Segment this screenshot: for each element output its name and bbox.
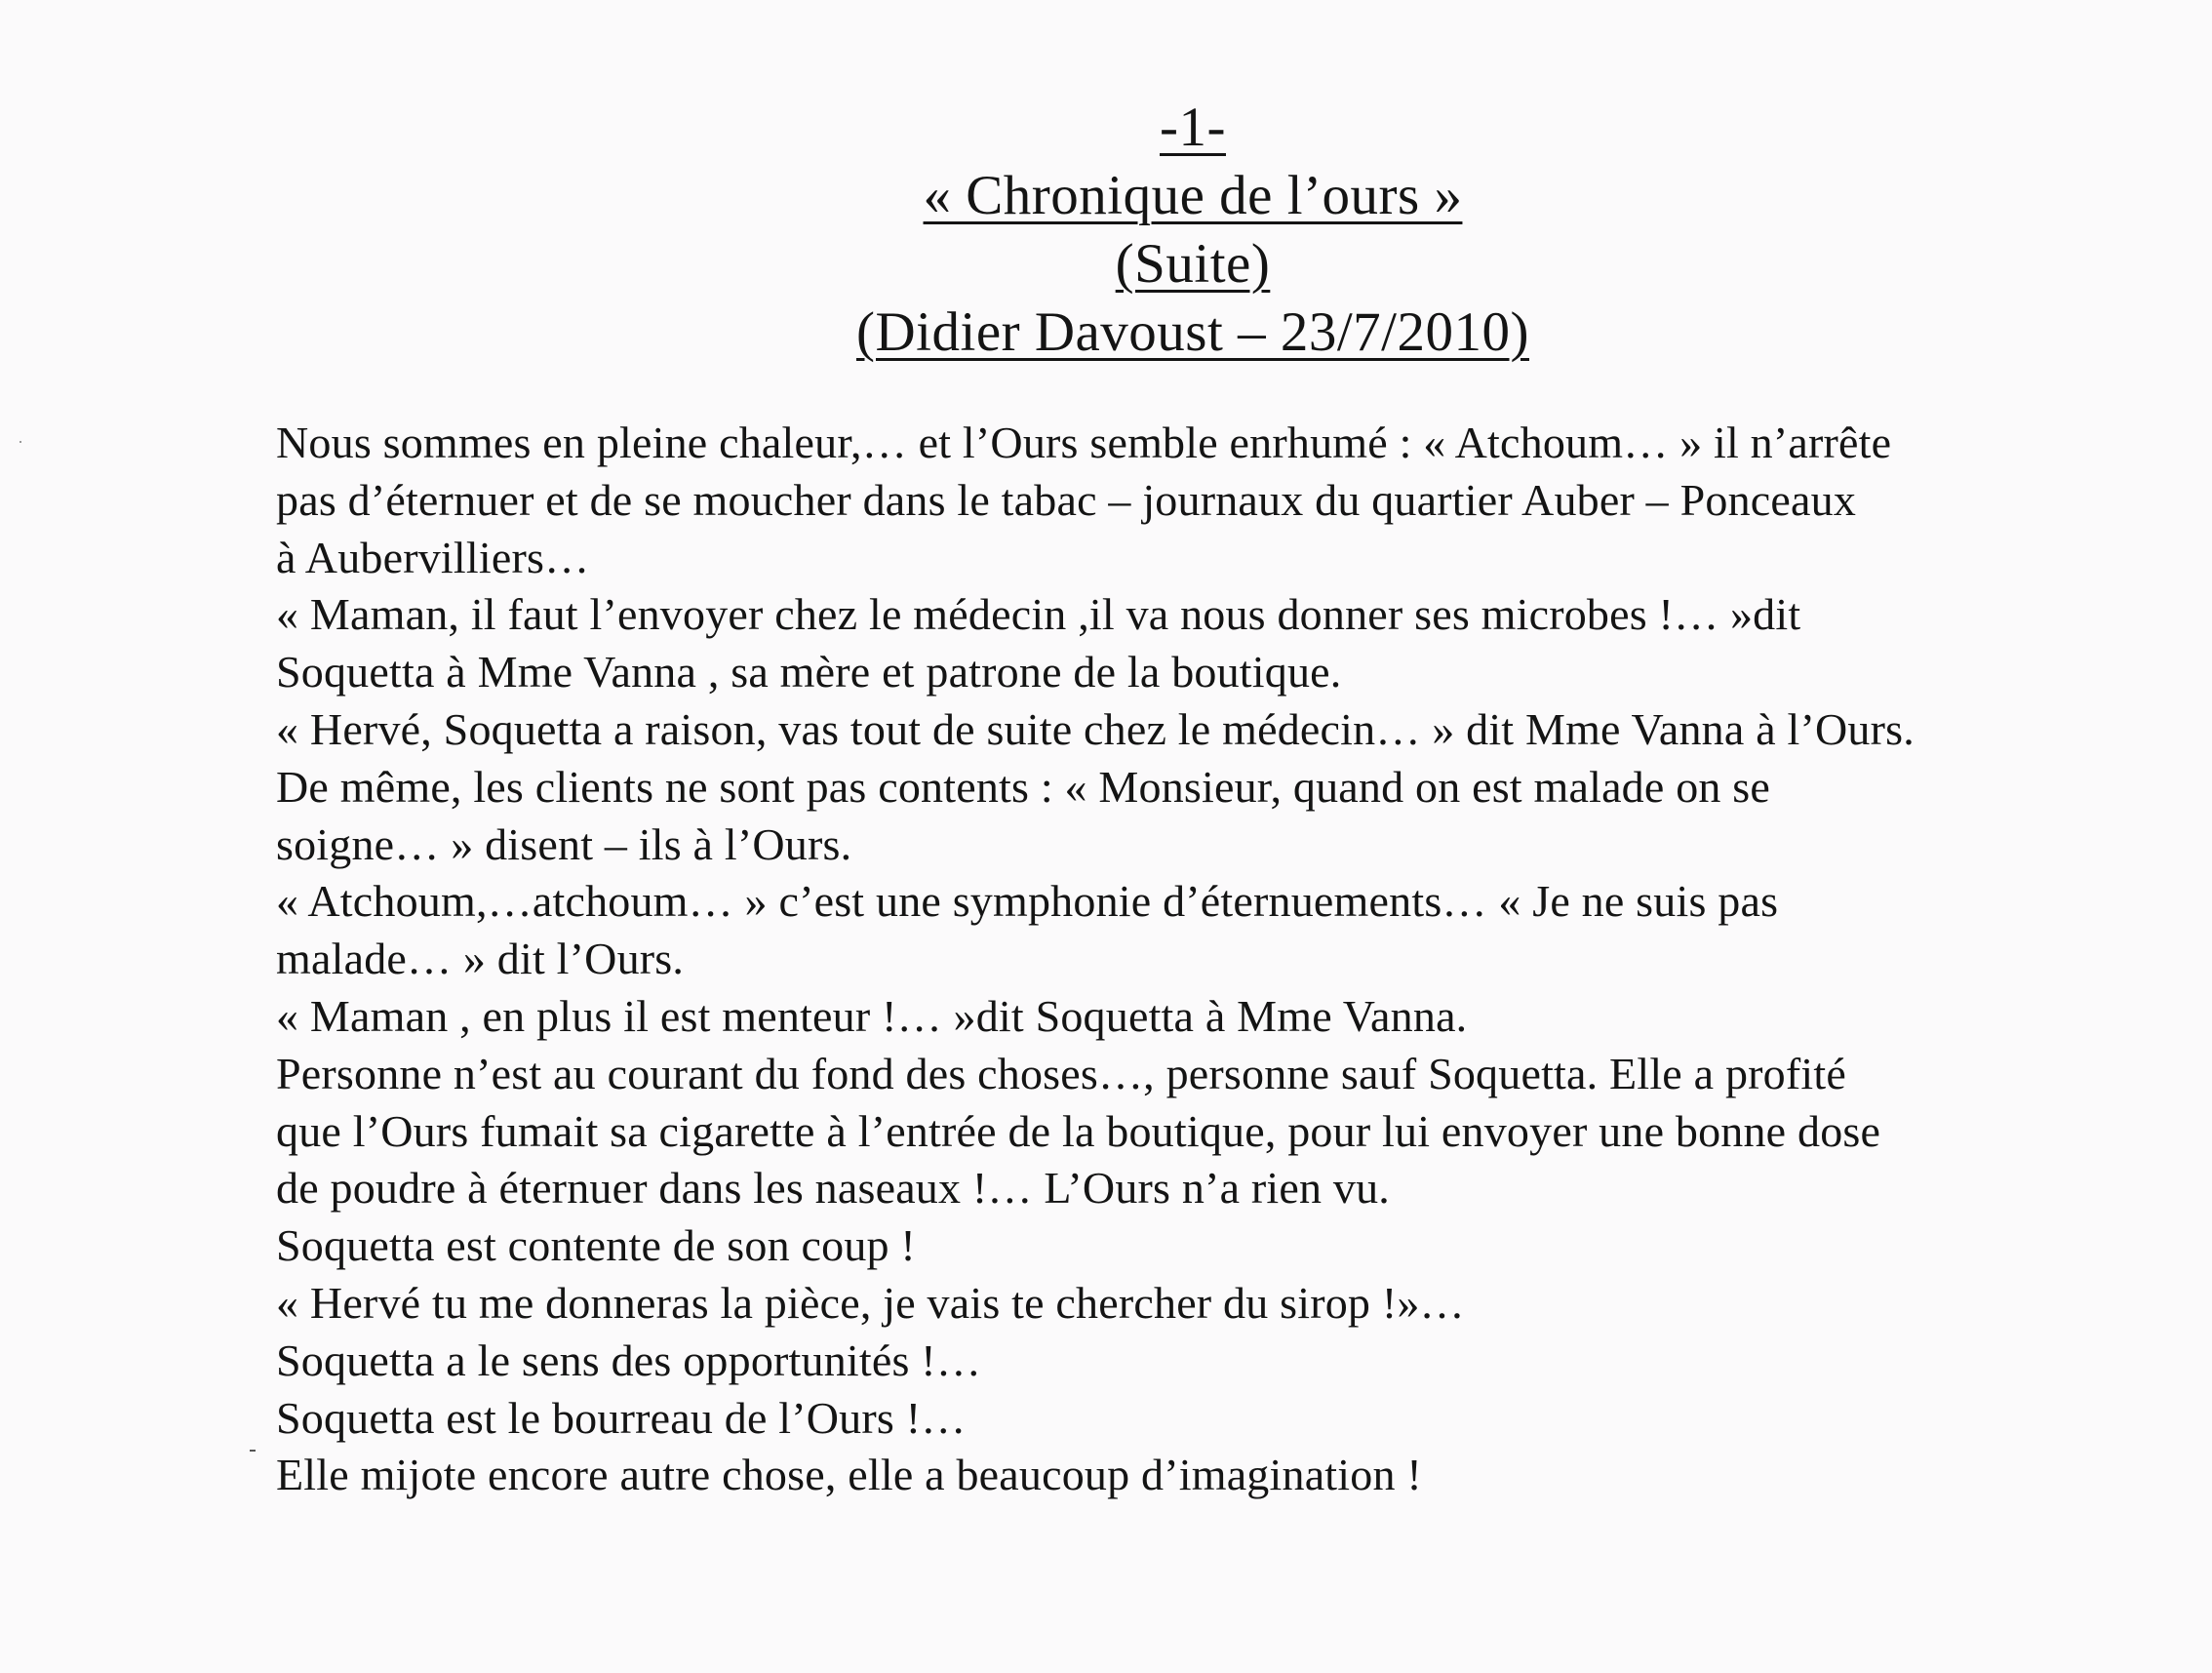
text-line: « Hervé, Soquetta a raison, vas tout de suite chez le médecin… » dit Mme Vanna à l’Ours. [276,703,1915,754]
document-header [0,94,2212,367]
text-line: Soquetta à Mme Vanna , sa mère et patrone de la boutique. [276,647,1342,697]
text-line: Soquetta est contente de son coup ! [276,1220,916,1271]
document-subtitle: (Suite) [1115,233,1271,295]
text-line: Elle mijote encore autre chose, elle a beaucoup d’imagination ! [276,1450,1422,1500]
text-line: « Maman, il faut l’envoyer chez le médecin ,il va nous donner ses microbes !… »dit [276,589,1801,640]
text-line: Soquetta est le bourreau de l’Ours !… [276,1392,967,1443]
text-line: « Hervé tu me donneras la pièce, je vais te chercher du sirop !»… [276,1277,1465,1328]
document-body [276,415,2188,1504]
text-line: Personne n’est au courant du fond des choses…, personne sauf Soquetta. Elle a profité [276,1048,1846,1098]
text-line: de poudre à éternuer dans les naseaux !… L’Ours n’a rien vu. [276,1163,1391,1214]
text-line: Nous sommes en pleine chaleur,… et l’Ours semble enrhumé : « Atchoum… » il n’arrête [276,418,1892,467]
text-line: De même, les clients ne sont pas contents : « Monsieur, quand on est malade on se [276,761,1771,812]
scan-speck [250,1450,256,1452]
scan-speck [20,441,21,443]
text-line: à Aubervilliers… [276,532,590,582]
text-line: Soquetta a le sens des opportunités !… [276,1334,982,1385]
text-line: que l’Ours fumait sa cigarette à l’entrée de la boutique, pour lui envoyer une bonne dose [276,1105,1881,1156]
text-line: « Maman , en plus il est menteur !… »dit Soquetta à Mme Vanna. [276,990,1468,1041]
document-title: « Chronique de l’ours » [923,165,1463,226]
page-number: -1- [1160,97,1226,158]
text-line: soigne… » disent – ils à l’Ours. [276,818,852,869]
text-line: « Atchoum,…atchoum… » c’est une symphonie d’éternuements… « Je ne suis pas [276,876,1779,927]
text-line: malade… » dit l’Ours. [276,934,685,984]
author-date: (Didier Davoust – 23/7/2010) [856,301,1529,363]
text-line: pas d’éternuer et de se moucher dans le tabac – journaux du quartier Auber – Ponceaux [276,474,1857,525]
